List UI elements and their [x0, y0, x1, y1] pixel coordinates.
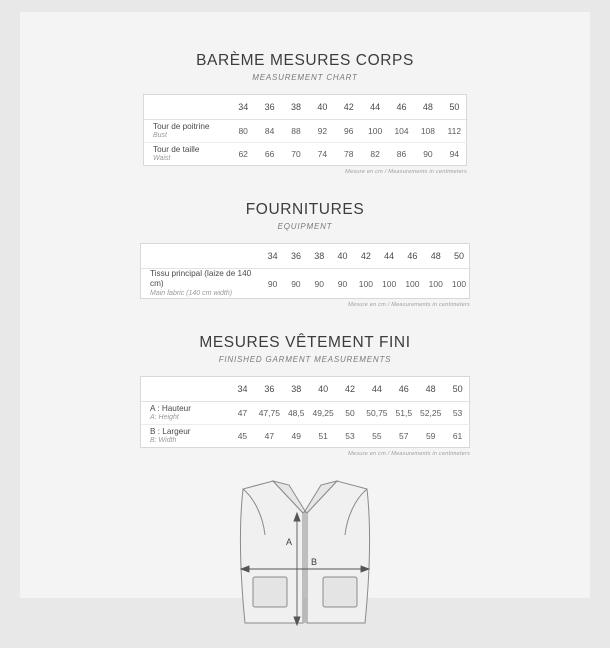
row-label-cell — [141, 425, 229, 448]
row-value-cell: 84 — [256, 120, 282, 143]
table-row — [144, 120, 468, 143]
equipment-table — [140, 243, 470, 299]
row-value-cell: 49,25 — [310, 402, 337, 425]
section-title: BARÈME MESURES CORPS — [196, 52, 414, 69]
row-label-en: A: Height — [150, 414, 179, 421]
body-measurements-table — [143, 94, 467, 166]
header-size-cell: 44 — [362, 95, 388, 120]
row-value-cell: 100 — [428, 278, 443, 289]
row-value-cell: 112 — [441, 120, 467, 143]
row-value-cell: 74 — [317, 149, 328, 159]
row-value-cell: 70 — [291, 149, 301, 159]
header-size-cell: 38 — [283, 95, 309, 120]
header-size-cell: 44 — [377, 244, 400, 269]
marker-b-label: B — [311, 557, 318, 568]
header-size-cell: 50 — [444, 377, 471, 402]
row-value-cell: 59 — [425, 431, 436, 442]
header-size-cell: 40 — [310, 377, 337, 402]
row-label-cell — [141, 269, 261, 299]
row-label-cell — [141, 402, 229, 425]
row-value-cell: 47 — [229, 402, 256, 425]
finished-garment-table — [140, 376, 470, 448]
row-value-cell: 53 — [345, 431, 355, 442]
row-value-cell: 50 — [337, 402, 364, 425]
header-size-cell: 50 — [447, 244, 470, 269]
header-size-cell: 42 — [336, 95, 362, 120]
table-row — [141, 269, 471, 299]
row-label-en: Bust — [153, 131, 168, 139]
header-size-cell: 46 — [388, 95, 414, 120]
table-note: Mesure en cm / Measurements in centimeters — [345, 169, 467, 175]
row-value-cell: 100 — [451, 278, 467, 289]
section-subtitle: EQUIPMENT — [277, 222, 333, 231]
row-value-cell: 61 — [452, 431, 463, 442]
row-value-cell: 100 — [358, 278, 373, 289]
row-label-en: B: Width — [150, 437, 177, 444]
row-value-cell: 90 — [291, 278, 301, 289]
row-value-cell: 55 — [372, 431, 382, 442]
row-value-cell: 52,25 — [417, 402, 444, 425]
table-row — [141, 402, 471, 425]
header-size-cell: 46 — [390, 377, 417, 402]
section-subtitle: MEASUREMENT CHART — [252, 73, 358, 82]
row-label-fr: A : Hauteur — [150, 403, 191, 413]
header-label-cell — [141, 244, 261, 269]
header-size-cell: 34 — [229, 377, 256, 402]
section-subtitle: FINISHED GARMENT MEASUREMENTS — [218, 355, 392, 365]
row-value-cell: 100 — [362, 120, 388, 143]
row-value-cell: 100 — [405, 278, 420, 289]
header-size-cell: 48 — [417, 377, 444, 402]
row-value-cell: 86 — [396, 149, 407, 159]
table-header-row — [141, 244, 471, 269]
header-size-cell: 50 — [441, 95, 467, 120]
header-size-cell: 34 — [261, 244, 284, 269]
header-size-cell: 44 — [363, 377, 390, 402]
row-value-cell: 90 — [267, 278, 278, 289]
header-size-cell: 42 — [354, 244, 377, 269]
row-value-cell: 51,5 — [390, 402, 417, 425]
section-equipment — [20, 201, 590, 308]
header-size-cell: 36 — [256, 377, 283, 402]
row-value-cell: 94 — [449, 149, 460, 159]
header-size-cell: 40 — [331, 244, 354, 269]
header-size-cell: 36 — [256, 95, 282, 120]
row-value-cell: 50,75 — [363, 402, 390, 425]
table-row — [144, 143, 468, 166]
row-value-cell: 57 — [399, 431, 409, 442]
row-value-cell: 90 — [423, 149, 433, 159]
row-value-cell: 47 — [264, 431, 275, 442]
row-value-cell: 104 — [388, 120, 414, 143]
row-label-en: Waist — [153, 154, 171, 162]
row-value-cell: 82 — [370, 149, 380, 159]
row-label-en: Main fabric (140 cm width) — [150, 289, 233, 297]
row-value-cell: 51 — [318, 431, 328, 442]
row-value-cell: 47,75 — [256, 402, 283, 425]
row-value-cell: 108 — [415, 120, 441, 143]
vest-svg — [185, 473, 425, 643]
row-label-fr: B : Largeur — [150, 426, 191, 436]
row-value-cell: 49 — [291, 431, 301, 442]
table-header-row — [141, 377, 471, 402]
row-value-cell: 90 — [314, 278, 324, 289]
header-size-cell: 34 — [230, 95, 256, 120]
row-value-cell: 90 — [337, 278, 348, 289]
row-label-fr: Tissu principal (laize de 140 cm) — [150, 269, 252, 289]
row-value-cell: 92 — [309, 120, 335, 143]
vest-technical-drawing — [20, 473, 590, 648]
header-size-cell: 48 — [415, 95, 441, 120]
table-row — [141, 425, 471, 448]
row-value-cell: 66 — [264, 149, 275, 159]
row-label-cell — [144, 120, 230, 143]
header-size-cell: 36 — [284, 244, 307, 269]
row-label-fr: Tour de poitrine — [153, 121, 210, 131]
header-size-cell: 40 — [309, 95, 335, 120]
row-value-cell: 62 — [238, 149, 248, 159]
row-label-fr: Tour de taille — [153, 144, 200, 154]
section-body-measurements — [20, 52, 590, 175]
row-value-cell: 53 — [444, 402, 471, 425]
section-title: FOURNITURES — [245, 201, 365, 218]
header-label-cell — [141, 377, 229, 402]
header-size-cell: 48 — [424, 244, 447, 269]
table-header-row — [144, 95, 468, 120]
header-size-cell: 38 — [308, 244, 331, 269]
header-size-cell: 46 — [401, 244, 424, 269]
row-label-cell — [144, 143, 230, 166]
header-size-cell: 42 — [337, 377, 364, 402]
header-label-cell — [144, 95, 230, 120]
row-value-cell: 88 — [283, 120, 309, 143]
marker-a-label: A — [285, 537, 292, 548]
table-note: Mesure en cm / Measurements in centimeters — [348, 302, 470, 309]
row-value-cell: 48,5 — [283, 402, 310, 425]
header-size-cell: 38 — [283, 377, 310, 402]
row-value-cell: 78 — [344, 149, 354, 159]
table-note: Mesure en cm / Measurements in centimeters — [348, 451, 470, 458]
row-value-cell: 45 — [237, 431, 248, 442]
row-value-cell: 96 — [336, 120, 362, 143]
measurement-chart-page — [20, 12, 590, 598]
section-title: MESURES VÊTEMENT FINI — [199, 334, 411, 352]
row-value-cell: 80 — [230, 120, 256, 143]
row-value-cell: 100 — [382, 278, 397, 289]
section-finished-garment — [20, 334, 590, 457]
